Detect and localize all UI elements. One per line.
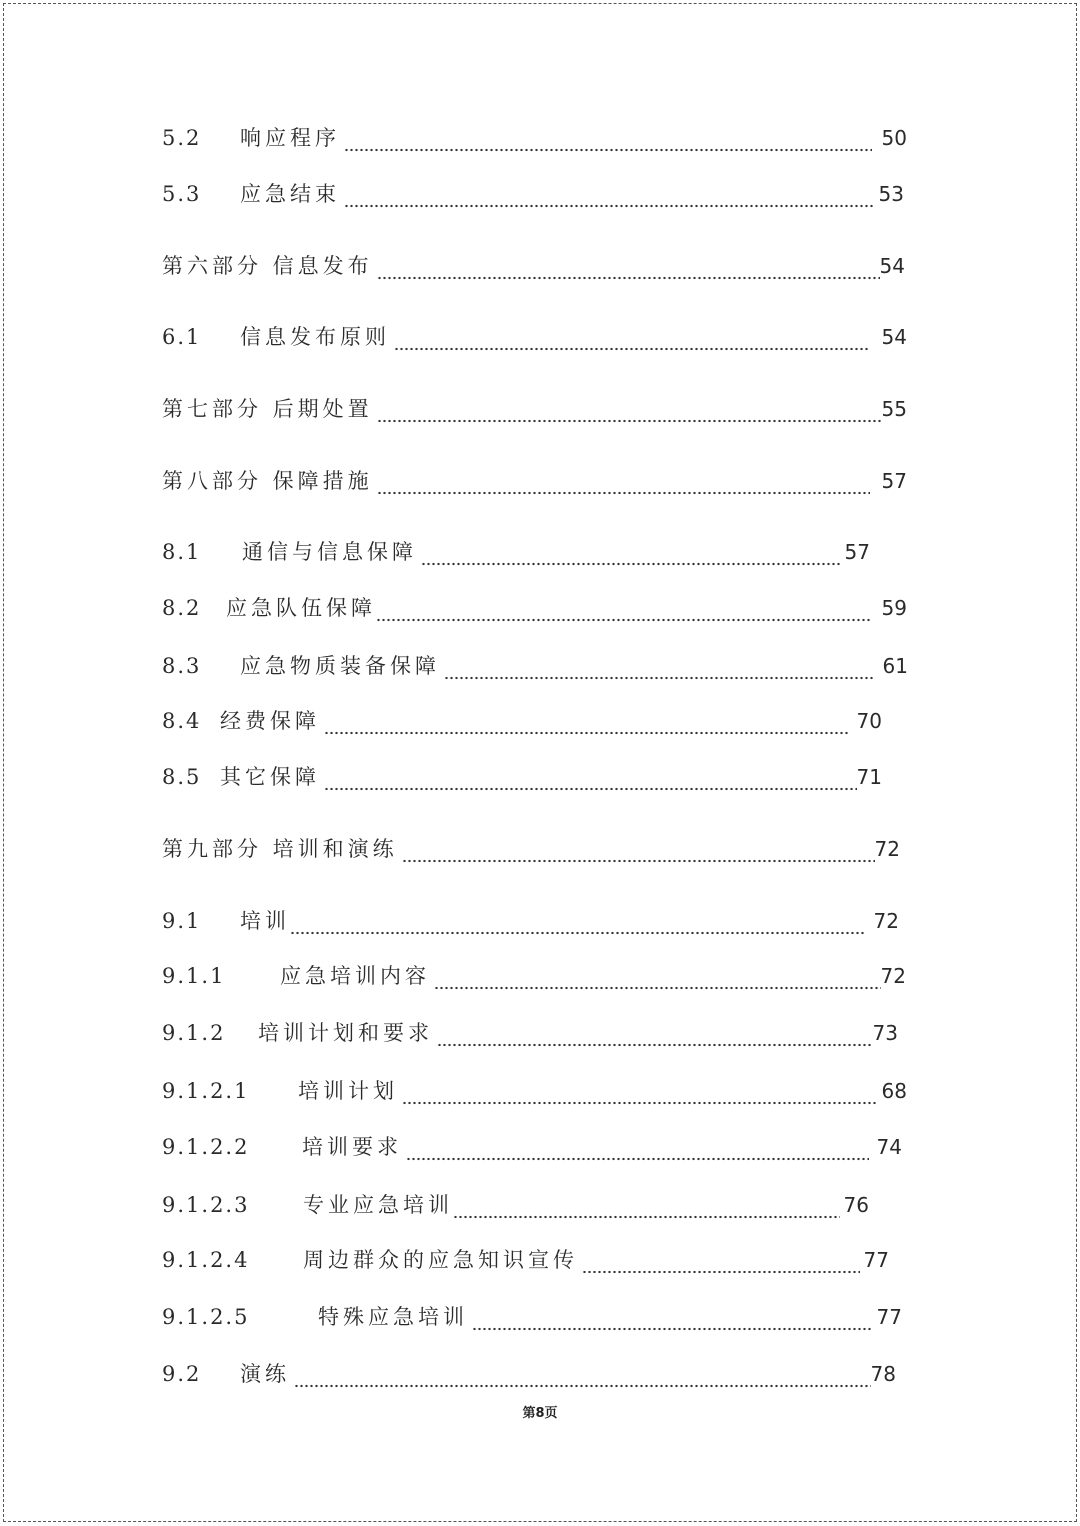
toc-leader	[324, 713, 849, 735]
toc-page-number: 61	[882, 654, 908, 678]
toc-leader	[582, 1252, 860, 1274]
toc-leader	[344, 130, 872, 152]
toc-leader	[377, 401, 882, 423]
toc-entry[interactable]	[162, 1303, 902, 1331]
toc-leader	[472, 1309, 873, 1331]
toc-title: 培训计划和要求	[258, 1021, 433, 1045]
toc-title: 周边群众的应急知识宣传	[303, 1248, 578, 1272]
toc-title: 第六部分 信息发布	[162, 254, 373, 278]
toc-number: 9.1.2.2	[162, 1135, 250, 1159]
toc-page-number: 53	[878, 182, 904, 206]
toc-number: 5.2	[162, 126, 202, 150]
toc-entry[interactable]	[162, 652, 908, 680]
toc-title: 应急培训内容	[280, 964, 430, 988]
toc-title: 通信与信息保障	[242, 540, 417, 564]
toc-number: 9.1.2	[162, 1021, 226, 1045]
toc-page-number: 57	[881, 469, 907, 493]
toc-title: 专业应急培训	[303, 1193, 453, 1217]
toc-page-number: 54	[881, 325, 907, 349]
toc-leader	[453, 1197, 840, 1219]
toc-page-number: 59	[881, 596, 907, 620]
toc-number: 9.1.1	[162, 964, 226, 988]
toc-entry[interactable]	[162, 1077, 907, 1105]
toc-title: 培训	[240, 909, 290, 933]
toc-entry[interactable]	[162, 252, 905, 280]
toc-leader	[294, 1366, 871, 1388]
toc-entry[interactable]	[162, 124, 907, 152]
toc-title: 响应程序	[240, 126, 340, 150]
page-footer-number: 第8页	[522, 1406, 558, 1421]
toc-entry[interactable]	[162, 835, 900, 863]
toc-page-number: 68	[881, 1079, 907, 1103]
toc-page-number: 76	[843, 1193, 869, 1217]
toc-leader	[344, 186, 875, 208]
toc-entry[interactable]	[162, 1246, 889, 1274]
toc-number: 9.1	[162, 909, 202, 933]
toc-title: 演练	[240, 1362, 290, 1386]
toc-leader	[377, 258, 880, 280]
toc-entry[interactable]	[162, 180, 904, 208]
toc-page-number: 77	[876, 1305, 902, 1329]
toc-page-number: 54	[879, 254, 905, 278]
toc-title: 经费保障	[220, 709, 320, 733]
toc-leader	[406, 1139, 869, 1161]
toc-title: 第七部分 后期处置	[162, 397, 373, 421]
toc-title: 第八部分 保障措施	[162, 469, 373, 493]
toc-entry[interactable]	[162, 323, 907, 351]
toc-page-number: 77	[863, 1248, 889, 1272]
toc-number: 9.1.2.5	[162, 1305, 250, 1329]
toc-number: 8.4	[162, 709, 202, 733]
toc-page-number: 78	[870, 1362, 896, 1386]
toc-entry[interactable]	[162, 1019, 898, 1047]
toc-page-number: 71	[856, 765, 882, 789]
toc-title: 信息发布原则	[240, 325, 390, 349]
toc-page-number: 55	[881, 397, 907, 421]
toc-leader	[444, 658, 875, 680]
toc-entry[interactable]	[162, 707, 882, 735]
toc-title: 培训计划	[298, 1079, 398, 1103]
toc-number: 9.1.2.3	[162, 1193, 250, 1217]
toc-leader	[402, 841, 875, 863]
toc-leader	[402, 1083, 878, 1105]
toc-leader	[394, 329, 870, 351]
toc-title: 培训要求	[302, 1135, 402, 1159]
toc-page-number: 72	[874, 837, 900, 861]
toc-title: 第九部分 培训和演练	[162, 837, 398, 861]
toc-entry[interactable]	[162, 594, 907, 622]
toc-number: 8.1	[162, 540, 202, 564]
toc-leader	[437, 1025, 873, 1047]
toc-leader	[324, 769, 857, 791]
toc-entry[interactable]	[162, 467, 907, 495]
toc-entry[interactable]	[162, 1133, 902, 1161]
toc-number: 9.1.2.1	[162, 1079, 250, 1103]
toc-leader	[290, 913, 864, 935]
toc-entry[interactable]	[162, 763, 882, 791]
toc-number: 8.5	[162, 765, 202, 789]
toc-page-number: 57	[844, 540, 870, 564]
toc-title: 应急队伍保障	[226, 596, 376, 620]
toc-number: 9.1.2.4	[162, 1248, 250, 1272]
toc-page-number: 70	[856, 709, 882, 733]
toc-page-number: 74	[876, 1135, 902, 1159]
toc-leader	[421, 544, 841, 566]
toc-entry[interactable]	[162, 907, 899, 935]
toc-entry[interactable]	[162, 1360, 896, 1388]
toc-entry[interactable]	[162, 538, 870, 566]
toc-title: 其它保障	[220, 765, 320, 789]
toc-number: 8.2	[162, 596, 202, 620]
toc-number: 6.1	[162, 325, 202, 349]
toc-number: 9.2	[162, 1362, 202, 1386]
toc-leader	[377, 473, 870, 495]
toc-title: 应急结束	[240, 182, 340, 206]
toc-page-number: 72	[873, 909, 899, 933]
toc-page-number: 73	[872, 1021, 898, 1045]
toc-leader	[434, 968, 881, 990]
toc-page-number: 50	[881, 126, 907, 150]
toc-entry[interactable]	[162, 1191, 869, 1219]
toc-title: 特殊应急培训	[318, 1305, 468, 1329]
toc-page-number: 72	[880, 964, 906, 988]
toc-title: 应急物质装备保障	[240, 654, 440, 678]
toc-number: 8.3	[162, 654, 202, 678]
toc-leader	[376, 600, 870, 622]
toc-entry[interactable]	[162, 962, 906, 990]
toc-entry[interactable]	[162, 395, 907, 423]
toc-number: 5.3	[162, 182, 202, 206]
